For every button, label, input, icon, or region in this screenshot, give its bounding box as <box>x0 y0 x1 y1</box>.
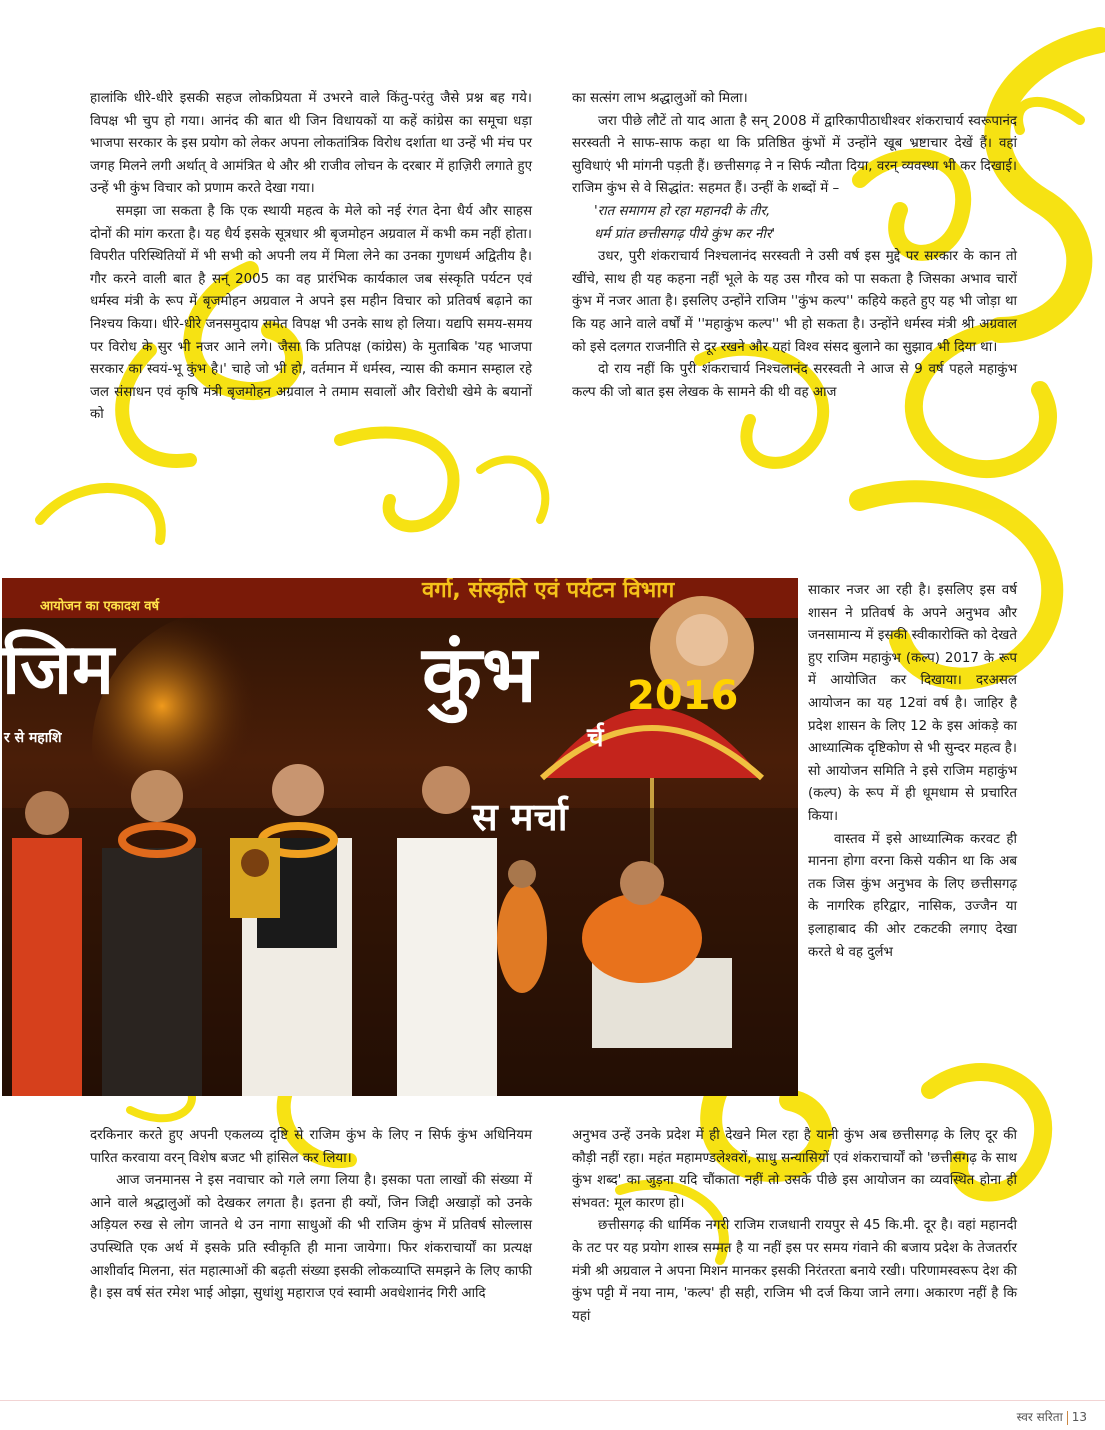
article-column-right-top <box>572 88 1017 404</box>
paragraph: दरकिनार करते हुए अपनी एकलव्य दृष्टि से राजिम कुंभ के लिए न सिर्फ कुंभ अधिनियम पारित करवाया वरन् विशेष बजट भी हांसिल कर लिया। <box>90 1128 532 1166</box>
article-column-left-top <box>90 88 532 427</box>
photo-banner-text: र से महाशि <box>4 730 62 746</box>
photo-banner-text: वर्गा, संस्कृति एवं पर्यटन विभाग <box>422 578 675 603</box>
article-column-left-bottom <box>90 1125 532 1306</box>
photo-banner-text: र्च <box>587 723 604 753</box>
verse-line: 'रात समागम हो रहा महानदी के तीर, <box>594 203 771 219</box>
photo-banner-text: कुंभ <box>422 630 537 720</box>
article-column-right-bottom <box>572 1125 1017 1328</box>
magazine-name: स्वर सरिता <box>1016 1410 1063 1424</box>
page-footer <box>1017 1408 1087 1425</box>
photo-banner-year: 2016 <box>627 673 739 719</box>
paragraph: समझा जा सकता है कि एक स्थायी महत्व के मेले को नई रंगत देना धैर्य और साहस दोनों की मांग करता है। यह धैर्य इसके सूत्रधार श्री बृजमोहन अग्रवाल में कभी कम नहीं होता। विपरीत परिस्थितियों में भी सभी को अपनी लय में मिला लेने का उनका गुणधर्म अद्वितीय है। गौर करने वाली बात है सन् 2005 का वह प्रारंभिक कार्यकाल जब संस्कृति पर्यटन एवं धर्मस्व मंत्री के रूप में बृजमोहन अग्रवाल ने अपने इस महीन विचार को प्रतिवर्ष बढ़ाने का निश्चय किया। धीरे-धीरे जनसमुदाय समेत विपक्ष भी उनके साथ हो लिया। यद्यपि समय-समय पर विरोध के सुर भी नजर आने लगे। जैसा कि प्रतिपक्ष (कांग्रेस) के मुताबिक 'यह भाजपा सरकार का स्वयं-भू कुंभ है।' चाहे जो भी हो, वर्तमान में धर्मस्व, न्यास की कमान सम्हाल रहे जल संसाधन एवं कृषि मंत्री बृजमोहन अग्रवाल ने तमाम सवालों और विरोधी खेमे के बयानों को <box>90 203 533 423</box>
paragraph: उधर, पुरी शंकराचार्य निश्चलानंद सरस्वती ने उसी वर्ष इस मुद्दे पर सरकार के कान तो खींचे, साथ ही यह कहना नहीं भूले के यह उस गौरव को पा सकता है जिसका अभाव चारों कुंभ में नजर आता है। इसलिए उन्होंने राजिम ''कुंभ कल्प'' कहिये कहते हुए यह भी जोड़ा था कि यह आने वाले वर्षों में ''महाकुंभ कल्प'' भी हो सकता है। उन्होंने धर्मस्व मंत्री श्री अग्रवाल को इसे दलगत राजनीति से दूर रखने और यहां विश्व संसद बुलाने का सुझाव भी दिया था। <box>572 249 1017 355</box>
paragraph: हालांकि धीरे-धीरे इसकी सहज लोकप्रियता में उभरने वाले किंतु-परंतु जैसे प्रश्न बह गये। विपक्ष भी चुप हो गया। आनंद की बात थी जिन विधायकों या कहें कांग्रेस का समूचा धड़ा भाजपा सरकार के इस प्रयोग को लेकर अपना लोकतांत्रिक विरोध दर्शाता था उन्हें भी मंच पर जगह मिलने लगी अर्थात् वे आमंत्रित थे और श्री राजीव लोचन के दरबार में हाज़िरी लगाते हुए उन्हें भी कुंभ विचार को प्रणाम करते देखा गया। <box>90 91 532 197</box>
paragraph: वास्तव में इसे आध्यात्मिक करवट ही मानना होगा वरना किसे यकीन था कि अब तक जिस कुंभ अनुभव के लिए छत्तीसगढ़ के नागरिक हरिद्वार, नासिक, उज्जैन या इलाहाबाद की ओर टकटकी लगाए देखा करते थे वह दुर्लभ <box>808 831 1017 960</box>
footer-rule <box>0 1400 1105 1401</box>
paragraph: आज जनमानस ने इस नवाचार को गले लगा लिया है। इसका पता लाखों की संख्या में आने वाले श्रद्धालुओं को देखकर लगता है। इतना ही क्यों, जिन जिद्दी अखाड़ों को उनके अड़ियल रुख से लोग जानते थे उन नागा साधुओं की भी राजिम कुंभ में प्रतिवर्ष सोल्लास उपस्थिति एक अर्थ में इसके प्रति स्वीकृति ही माना जायेगा। फिर शंकराचार्यों का प्रत्यक्ष आशीर्वाद मिलना, संत महात्माओं की बढ़ती संख्या इसकी लोकव्याप्ति समझने के लिए काफी है। इस वर्ष संत रमेश भाई ओझा, सुधांशु महाराज एवं स्वामी अवधेशानंद गिरी आदि <box>90 1173 532 1302</box>
event-photo <box>2 578 798 1096</box>
footer-divider <box>1067 1411 1068 1425</box>
photo-banner-text: स मर्चा <box>472 795 568 839</box>
article-column-right-narrow <box>808 580 1017 964</box>
paragraph: का सत्संग लाभ श्रद्धालुओं को मिला। <box>572 91 748 106</box>
photo-scene <box>2 578 798 1096</box>
page-number: 13 <box>1071 1410 1087 1424</box>
verse-line: धर्म प्रांत छत्तीसगढ़ पीये कुंभ कर नीर' <box>594 226 776 242</box>
paragraph: साकार नजर आ रही है। इसलिए इस वर्ष शासन ने प्रतिवर्ष के अपने अनुभव और जनसामान्य में इसकी स्वीकारोक्ति को देखते हुए राजिम महाकुंभ (कल्प) 2017 के रूप में आयोजित कर दिखाया। दरअसल आयोजन का यह 12वां वर्ष है। जाहिर है प्रदेश शासन के लिए 12 के इस आंकड़े का आध्यात्मिक दृष्टिकोण से भी सुन्दर महत्व है। सो आयोजन समिति ने इसे राजिम महाकुंभ (कल्प) के रूप में ही धूमधाम से प्रचारित किया। <box>808 583 1017 824</box>
photo-banner-text: आयोजन का एकादश वर्ष <box>40 599 160 614</box>
paragraph: छत्तीसगढ़ की धार्मिक नगरी राजिम राजधानी रायपुर से 45 कि.मी. दूर है। वहां महानदी के तट पर यह प्रयोग शास्त्र सम्मत है या नहीं इस पर समय गंवाने की बजाय प्रदेश के तेजतर्रार मंत्री श्री अग्रवाल ने अपना मिशन मानकर इसकी निरंतरता बनाये रखी। परिणामस्वरूप देश की कुंभ पट्टी में नया नाम, 'कल्प' ही सही, राजिम भी दर्ज किया जाने लगा। अकारण नहीं है कि यहां <box>572 1218 1017 1324</box>
photo-banner-text: जिम <box>2 628 114 710</box>
paragraph: अनुभव उन्हें उनके प्रदेश में ही देखने मिल रहा है यानी कुंभ अब छत्तीसगढ़ के लिए दूर की कौड़ी नहीं रहा। महंत महामण्डलेश्वरों, साधु सन्यासियों एवं शंकराचार्यों को 'छत्तीसगढ़ के साथ कुंभ शब्द' का जुड़ना यदि चौंकाता नहीं तो उसके पीछे इस आयोजन का व्यवस्थित होना ही संभवत: मूल कारण हो। <box>572 1128 1017 1211</box>
paragraph: जरा पीछे लौटें तो याद आता है सन् 2008 में द्वारिकापीठाधीश्वर शंकराचार्य स्वरूपानंद सरस्वती ने साफ-साफ कहा था कि प्रतिष्ठित कुंभों में उन्होंने खूब भ्रष्टाचार देखें हैं। वहां सुविधाएं भी मांगनी पड़ती हैं। छत्तीसगढ़ ने न सिर्फ न्यौता दिया, वरन् व्यवस्था भी कर दिखाई। राजिम कुंभ से वे सिद्धांत: सहमत हैं। उन्हीं के शब्दों में – <box>572 113 1017 197</box>
paragraph: दो राय नहीं कि पुरी शंकराचार्य निश्चलानंद सरस्वती ने आज से 9 वर्ष पहले महाकुंभ कल्प की जो बात इस लेखक के सामने की थी वह आज <box>572 362 1017 400</box>
